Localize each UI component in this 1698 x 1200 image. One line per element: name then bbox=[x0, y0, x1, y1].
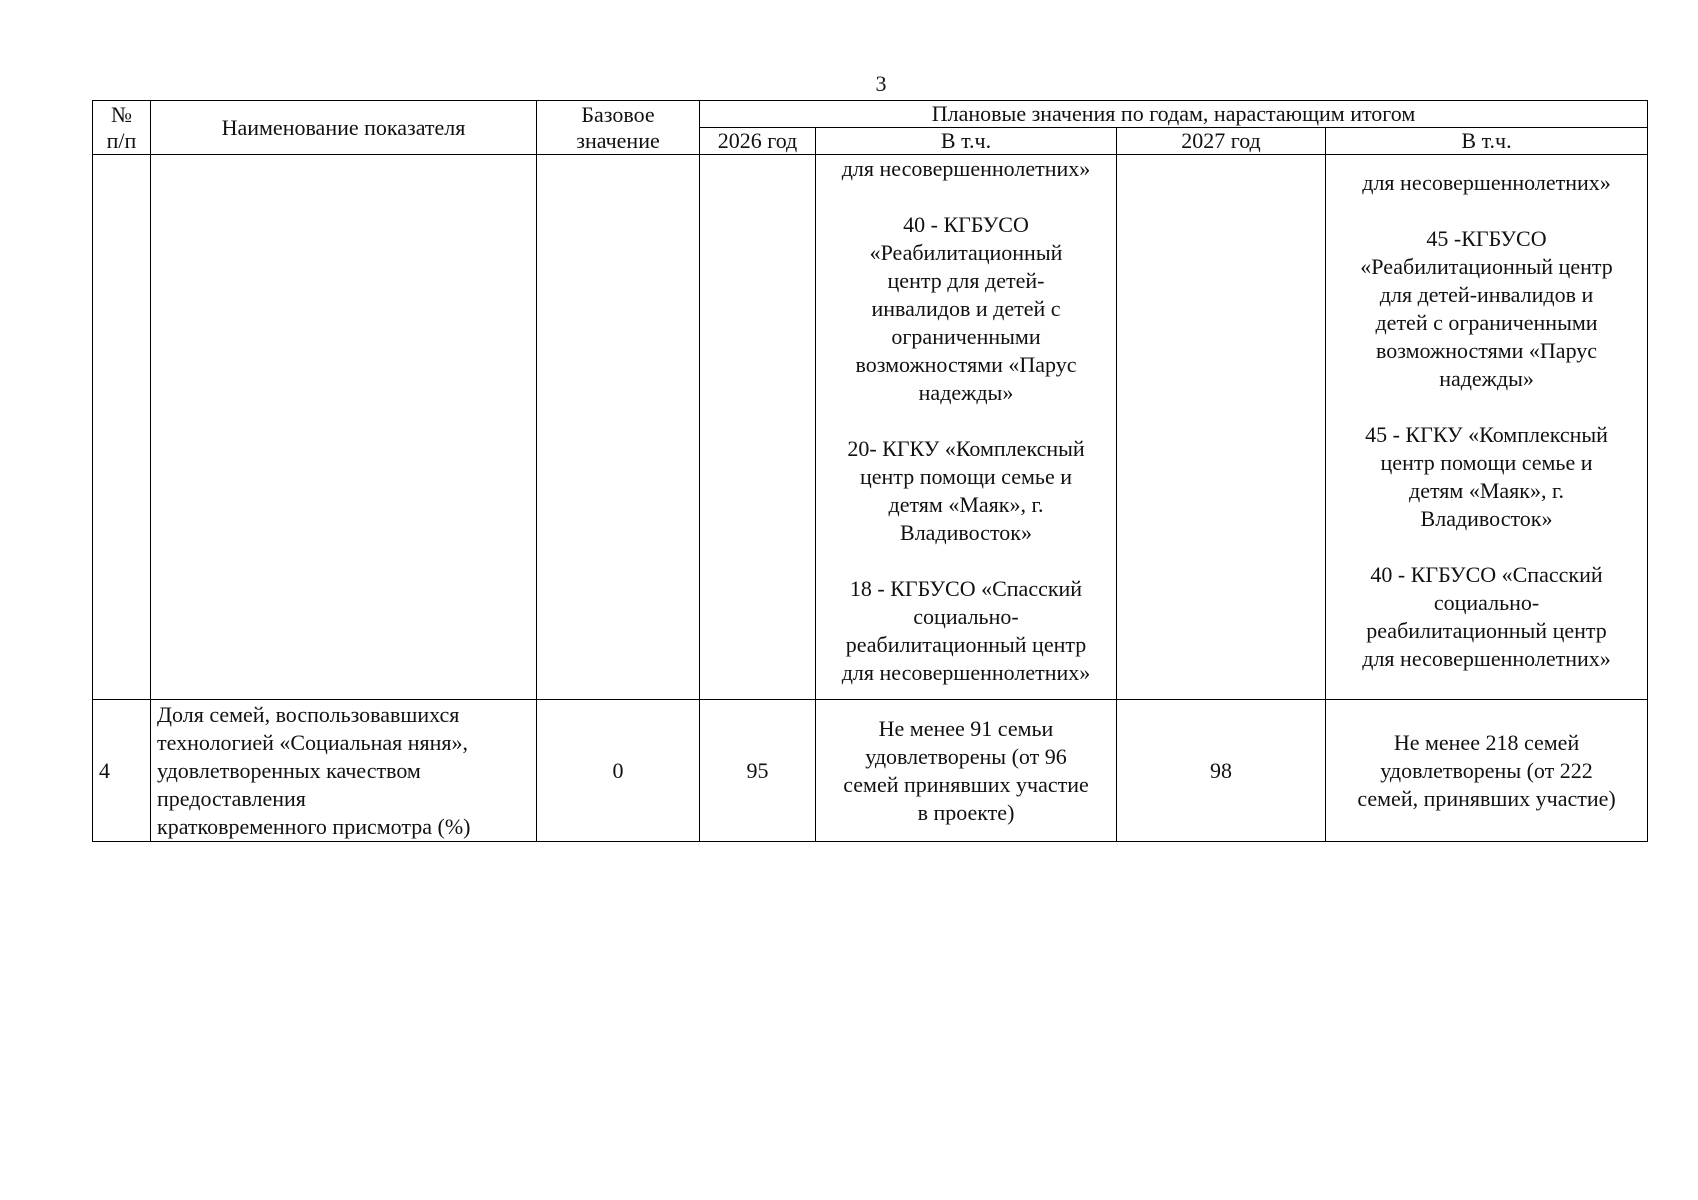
page-number: 3 bbox=[875, 71, 887, 96]
incl-2027-item-4: 40 - КГБУСО «Спасский социально- реабилитационный центр для несовершеннолетних» bbox=[1362, 562, 1611, 671]
table-row-4 bbox=[93, 700, 1648, 842]
cell-including-2027-row4: Не менее 218 семей удовлетворены (от 222 семей, принявших участие) bbox=[1326, 700, 1648, 842]
table-row-continued bbox=[93, 155, 1648, 700]
cell-number: 4 bbox=[93, 700, 151, 842]
cell-including-2027 bbox=[1326, 155, 1648, 700]
header-indicator-name: Наименование показателя bbox=[151, 101, 537, 155]
header-number: № п/п bbox=[93, 101, 151, 155]
cell-number-empty bbox=[93, 155, 151, 700]
cell-base-empty bbox=[537, 155, 700, 700]
header-year-2026: 2026 год bbox=[700, 128, 816, 155]
cell-indicator-name: Доля семей, воспользовавшихся технологией «Социальная няня», удовлетворенных качеством предоставления кратковременного присмотра (%) bbox=[151, 700, 537, 842]
incl-2027-item-1: для несовершеннолетних» bbox=[1362, 170, 1611, 195]
header-including-2027: В т.ч. bbox=[1326, 128, 1648, 155]
header-planned-values: Плановые значения по годам, нарастающим итогом bbox=[700, 101, 1648, 128]
indicators-table bbox=[92, 100, 1648, 842]
cell-value-2027: 98 bbox=[1117, 700, 1326, 842]
cell-including-2026 bbox=[816, 155, 1117, 700]
cell-including-2026-row4: Не менее 91 семьи удовлетворены (от 96 семей принявших участие в проекте) bbox=[816, 700, 1117, 842]
incl-2026-item-3: 20- КГКУ «Комплексный центр помощи семье и детям «Маяк», г. Владивосток» bbox=[847, 436, 1085, 545]
incl-2027-item-2: 45 -КГБУСО «Реабилитационный центр для детей-инвалидов и детей с ограниченными возможностями «Парус надежды» bbox=[1360, 226, 1613, 391]
incl-2026-item-1: для несовершеннолетних» bbox=[841, 156, 1091, 181]
header-base-value: Базовое значение bbox=[537, 101, 700, 155]
cell-2027-empty bbox=[1117, 155, 1326, 700]
cell-base-value: 0 bbox=[537, 700, 700, 842]
cell-name-empty bbox=[151, 155, 537, 700]
incl-2026-item-4: 18 - КГБУСО «Спасский социально- реабилитационный центр для несовершеннолетних» bbox=[841, 576, 1091, 685]
header-year-2027: 2027 год bbox=[1117, 128, 1326, 155]
header-including-2026: В т.ч. bbox=[816, 128, 1117, 155]
incl-2027-item-3: 45 - КГКУ «Комплексный центр помощи семье и детям «Маяк», г. Владивосток» bbox=[1365, 422, 1608, 531]
incl-2026-item-2: 40 - КГБУСО «Реабилитационный центр для детей- инвалидов и детей с ограниченными возможностями «Парус надежды» bbox=[855, 212, 1077, 405]
cell-value-2026: 95 bbox=[700, 700, 816, 842]
cell-2026-empty bbox=[700, 155, 816, 700]
